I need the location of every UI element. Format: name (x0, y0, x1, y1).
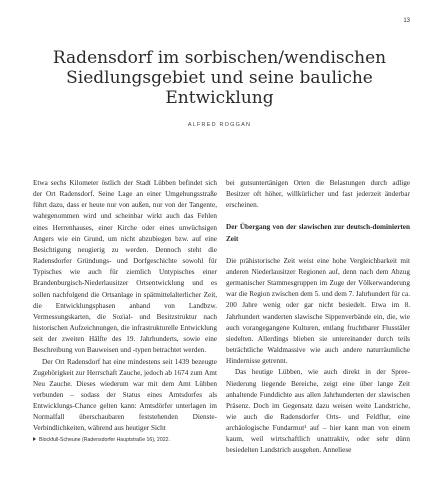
section-subheading: Der Übergang von der slawischen zur deutsch-dominierten Zeit (226, 223, 410, 243)
right-paragraph-3: Das heutige Lübben, wie auch direkt in der Spree-Niederung liegende Bereiche, zeigt eine über lange Zeit anhaltende Funddichte aus allen Jahrhunderten der slawischen Präsenz. Doch im Gegensatz dazu weisen weite Landstriche, wie auch die Radensdorfer Orts- und Feldflur, eine archäologische Fundarmut¹ auf – hier kann man von einem kaum, weil wirtschaftlich unattraktiv, oder sehr dünn besiedelten Landstrich ausgehen. Anneliese (226, 368, 410, 455)
right-column (226, 178, 410, 457)
caption-triangle-icon (33, 437, 36, 441)
right-paragraph-2: Die prähistorische Zeit weist eine hohe Vergleichbarkeit mit anderen Niederlausitzer Regionen auf, denn nach dem Abzug germanischer Stammesgruppen im Zuge der Völkerwanderung war die Region zwischen dem 5. und dem 7. Jahrhundert für ca. 200 Jahre wenig oder gar nicht besiedelt. Etwa im 8. Jahrhundert wanderten slawische Sippenverbände ein, die, wie auch vorangegangene Kulturen, entlang fruchtbarer Flusstäler siedelten. Allerdings blieben sie untereinander durch teils beträchtliche Waldmassive wie auch andere naturräumliche Hindernisse getrennt. (226, 256, 410, 366)
left-column (33, 178, 217, 435)
left-paragraph-1: Etwa sechs Kilometer östlich der Stadt Lübben befindet sich der Ort Radensdorf. Seine Lage an einer Umgehungsstraße führt dazu, dass er heute nur von außen, nur von der Tangente, wahrgenommen wird und scheinbar wirkt auch das Fehlen eines Herrenhauses, einer Kirche oder eines unwüchsigen Angers wie ein Grund, um nicht abzubiegen bzw. auf eine Besichtigung neugierig zu werden. Dennoch steht die Radensdorfer Gründungs- und Dorfgeschichte sowohl für Typisches wie auch für ziemlich Untypisches einer Brandenburgisch-Niederlausitzer Ortsentwicklung und es sollen nachfolgend die Ortsanlage in spätmittelalterlicher Zeit, die Entwicklungsphasen anhand von Landbzw. Vermessungskarten, die Sozial- und Besitzstruktur nach historischen Aufzeichnungen, die infrastrukturelle Entwicklung seit der zweiten Hälfte des 19. Jahrhunderts, sowie eine Beschreibung von Bauweisen und -typen betrachtet werden. (33, 179, 217, 355)
left-paragraph-2: Der Ort Radensdorf hat eine mindestens seit 1439 bezeugte Zugehörigkeit zur Herrschaft Zauche, jedoch ab 1674 zum Amt Neu Zauche. Dieses wiederum war mit dem Amt Lübben verbunden – sodass der Status eines Amtsdorfes als Entwicklungs-Chance gelten kann: Amtsdörfer unterlagen im Normalfall überschaubaren feststehenden Dienste-Verbindlichkeiten, während aus heutiger Sicht (33, 357, 217, 433)
page-number: 13 (403, 18, 410, 24)
caption-text: Blockfull-Scheune (Radensdorfer Hauptstraße 16), 2022. (39, 437, 170, 443)
right-paragraph-1: bei gutsuntertänigen Orten die Belastungen durch adlige Besitzer oft höher, willkürlicher und fast jederzeit änderbar erscheinen. (226, 179, 410, 210)
article-title: Radensdorf im sorbischen/wendischen Siedlungsgebiet und seine bauliche Entwicklung (52, 48, 387, 108)
image-caption (33, 437, 217, 443)
article-author: ALFRED ROGGAN (187, 122, 252, 128)
